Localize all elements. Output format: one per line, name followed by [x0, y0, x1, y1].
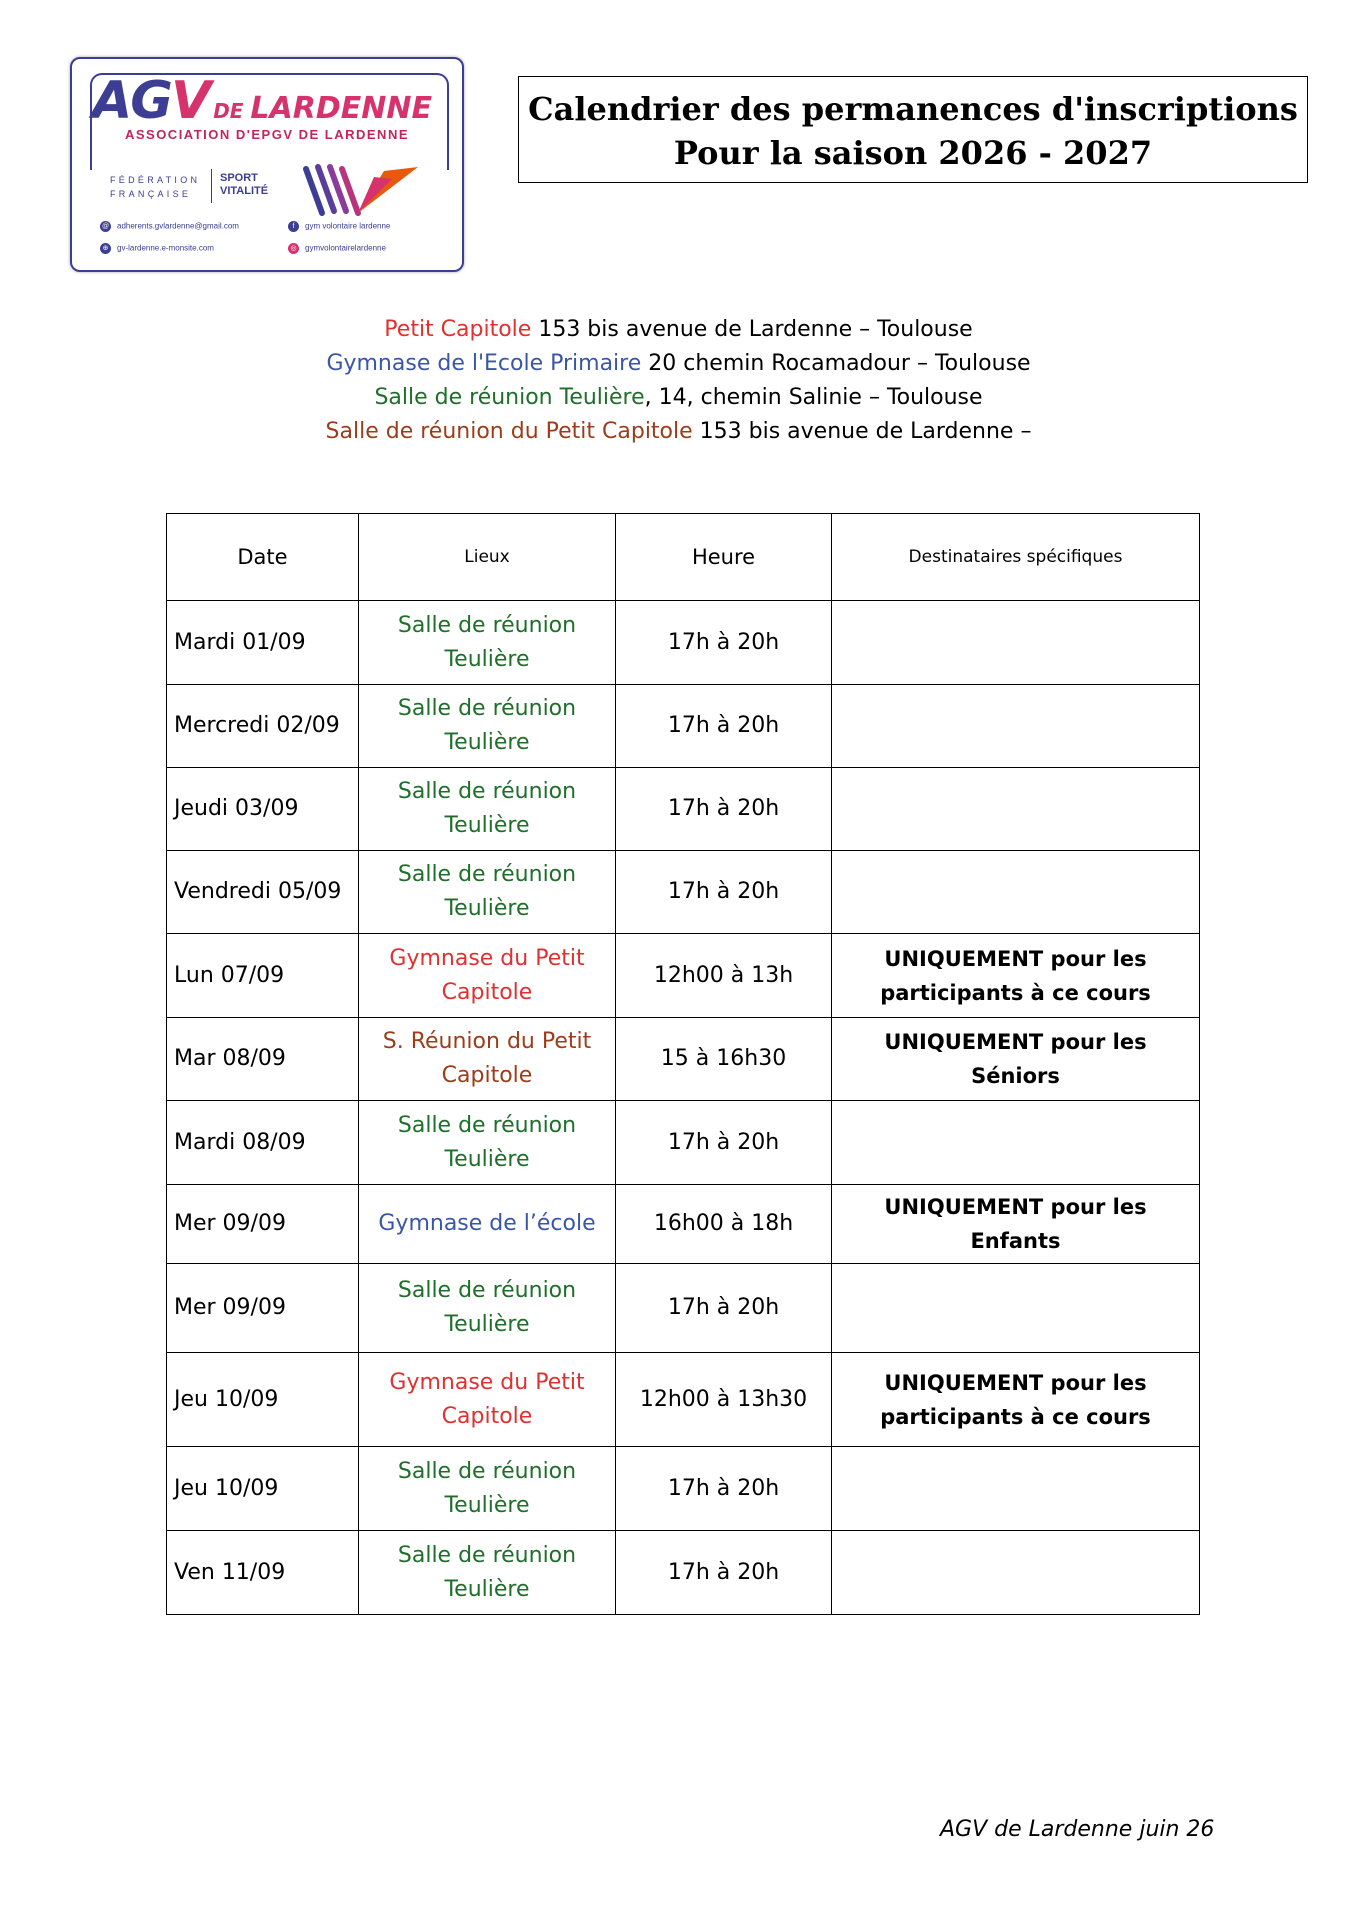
cell-heure: 12h00 à 13h: [616, 934, 832, 1018]
cell-date: Mardi 08/09: [167, 1101, 359, 1185]
facebook-icon: f: [288, 221, 299, 232]
table-row: [167, 1101, 1200, 1185]
cell-lieu-line2: Capitole: [441, 1403, 533, 1429]
table-row: [167, 601, 1200, 685]
cell-date: Lun 07/09: [167, 934, 359, 1018]
header-heure: Heure: [616, 514, 832, 601]
logo-instagram-text: gymvolontairelardenne: [305, 243, 386, 253]
cell-lieu-line2: Capitole: [441, 1063, 533, 1088]
cell-heure: 15 à 16h30: [616, 1018, 832, 1101]
cell-lieu: [359, 1447, 616, 1531]
email-icon: @: [101, 223, 110, 230]
cell-lieu: [359, 851, 616, 934]
cell-lieu-line1: Gymnase de l’école: [378, 1211, 596, 1236]
cell-heure: 17h à 20h: [616, 601, 832, 685]
cell-lieu-line1: Salle de réunion: [397, 1278, 577, 1303]
logo-sport-line2: VITALITÉ: [220, 185, 269, 197]
cell-lieu-line1: Salle de réunion: [397, 696, 577, 721]
cell-heure: 17h à 20h: [616, 1531, 832, 1615]
cell-heure: 17h à 20h: [616, 685, 832, 768]
cell-destinataires: [832, 685, 1200, 768]
table-row: [167, 1447, 1200, 1531]
cell-destinataires: [832, 851, 1200, 934]
logo-facebook-text: gym volontaire lardenne: [305, 221, 391, 231]
cell-destinataires: [832, 1264, 1200, 1353]
address-street: , 14, chemin Salinie – Toulouse: [644, 385, 983, 410]
cell-destinataires: [832, 768, 1200, 851]
page-title-box: [518, 76, 1308, 183]
logo-divider: [211, 169, 212, 203]
address-place: Salle de réunion Teulière: [374, 385, 645, 410]
cell-heure: 12h00 à 13h30: [616, 1353, 832, 1447]
logo-agv-text: AG: [92, 71, 171, 131]
logo-sport-line1: SPORT: [220, 172, 258, 184]
logo-lardenne-text: LARDENNE: [250, 91, 432, 126]
cell-date: Vendredi 05/09: [167, 851, 359, 934]
cell-date: Mercredi 02/09: [167, 685, 359, 768]
cell-lieu-line1: Salle de réunion: [397, 1458, 577, 1484]
logo-stripes-icon: [300, 161, 430, 223]
address-list: [0, 313, 1357, 449]
address-petit-capitole: [0, 313, 1357, 347]
cell-lieu-line1: Salle de réunion: [397, 779, 577, 804]
cell-lieu-line1: Gymnase du Petit: [389, 1369, 585, 1395]
address-gymnase-ecole: [0, 347, 1357, 381]
table-row: [167, 768, 1200, 851]
logo-title: [92, 71, 432, 131]
logo-subtitle: ASSOCIATION D'EPGV DE LARDENNE: [124, 127, 410, 142]
logo-facebook: [288, 221, 390, 232]
address-salle-teuliere: [0, 381, 1357, 415]
agv-lardenne-logo: [70, 57, 464, 272]
address-street: 20 chemin Rocamadour – Toulouse: [641, 351, 1031, 376]
cell-destinataires: UNIQUEMENT pour les Séniors: [832, 1018, 1200, 1101]
address-street: 153 bis avenue de Lardenne –: [692, 419, 1032, 444]
cell-destinataires: [832, 1447, 1200, 1531]
cell-lieu: [359, 1018, 616, 1101]
cell-lieu-line2: Teulière: [444, 730, 530, 755]
cell-lieu-line1: Salle de réunion: [397, 1542, 577, 1568]
header-date: Date: [167, 514, 359, 601]
cell-lieu-line1: Salle de réunion: [397, 862, 577, 887]
page-footer: AGV de Lardenne juin 26: [940, 1817, 1215, 1842]
logo-email-text: adherents.gvlardenne@gmail.com: [117, 221, 239, 231]
header-lieux: Lieux: [359, 514, 616, 601]
cell-date: Mer 09/09: [167, 1185, 359, 1264]
cell-date: Jeudi 03/09: [167, 768, 359, 851]
table-row: [167, 934, 1200, 1018]
header-destinataires: Destinataires spécifiques: [832, 514, 1200, 601]
cell-dest-line2: participants à ce cours: [880, 980, 1151, 1005]
cell-date: Mardi 01/09: [167, 601, 359, 685]
address-salle-petit-capitole: [0, 415, 1357, 449]
cell-date: Mar 08/09: [167, 1018, 359, 1101]
table-row: [167, 685, 1200, 768]
cell-lieu: [359, 1353, 616, 1447]
cell-lieu: [359, 1101, 616, 1185]
cell-lieu-line2: Teulière: [444, 896, 530, 921]
address-street: 153 bis avenue de Lardenne – Toulouse: [531, 317, 973, 342]
cell-dest-line1: UNIQUEMENT pour les: [884, 946, 1147, 971]
logo-website-text: gv-lardenne.e-monsite.com: [117, 243, 214, 253]
table-row: [167, 1018, 1200, 1101]
cell-lieu-line2: Teulière: [444, 1312, 530, 1337]
table-row: [167, 1264, 1200, 1353]
cell-lieu: [359, 1531, 616, 1615]
logo-email: [100, 221, 239, 232]
cell-lieu-line2: Teulière: [444, 1492, 530, 1518]
cell-lieu: [359, 601, 616, 685]
cell-lieu-line2: Teulière: [444, 1576, 530, 1602]
address-place: Salle de réunion du Petit Capitole: [325, 419, 693, 444]
cell-lieu-line2: Capitole: [441, 979, 533, 1005]
title-line-2: Pour la saison 2026 - 2027: [673, 134, 1153, 172]
cell-date: Jeu 10/09: [167, 1447, 359, 1531]
logo-website: [100, 243, 214, 254]
logo-sport-vitalite: [220, 172, 268, 198]
cell-dest-line1: UNIQUEMENT pour les: [884, 1370, 1147, 1395]
cell-date: Mer 09/09: [167, 1264, 359, 1353]
instagram-icon: ◎: [288, 243, 299, 254]
logo-federation-line2: FRANÇAISE: [110, 189, 192, 199]
logo-v-text: V: [170, 71, 212, 131]
cell-heure: 17h à 20h: [616, 1447, 832, 1531]
table-row: [167, 1353, 1200, 1447]
cell-lieu: [359, 1264, 616, 1353]
cell-lieu-line1: S. Réunion du Petit: [382, 1029, 592, 1054]
cell-heure: 16h00 à 18h: [616, 1185, 832, 1264]
logo-instagram: [288, 243, 386, 254]
cell-heure: 17h à 20h: [616, 768, 832, 851]
cell-destinataires: [832, 601, 1200, 685]
cell-lieu-line2: Teulière: [444, 813, 530, 838]
cell-date: Jeu 10/09: [167, 1353, 359, 1447]
cell-heure: 17h à 20h: [616, 1264, 832, 1353]
cell-destinataires: UNIQUEMENT pour les Enfants: [832, 1185, 1200, 1264]
table-row: [167, 851, 1200, 934]
address-place: Petit Capitole: [384, 317, 532, 342]
logo-de-text: DE: [213, 99, 251, 123]
cell-destinataires: [832, 1353, 1200, 1447]
cell-destinataires: [832, 934, 1200, 1018]
cell-lieu-line1: Salle de réunion: [397, 612, 577, 638]
cell-lieu: [359, 768, 616, 851]
cell-lieu-line1: Gymnase du Petit: [389, 945, 585, 971]
table-row: [167, 1531, 1200, 1615]
table-header-row: [167, 514, 1200, 601]
cell-lieu: [359, 934, 616, 1018]
cell-dest-line2: participants à ce cours: [880, 1404, 1151, 1429]
cell-lieu: [359, 685, 616, 768]
cell-date: Ven 11/09: [167, 1531, 359, 1615]
logo-federation-line1: FÉDÉRATION: [110, 175, 201, 185]
address-place: Gymnase de l'Ecole Primaire: [326, 351, 642, 376]
cell-destinataires: [832, 1101, 1200, 1185]
cell-destinataires: [832, 1531, 1200, 1615]
table-row: [167, 1185, 1200, 1264]
cell-lieu-line1: Salle de réunion: [397, 1112, 577, 1138]
cell-lieu-line2: Teulière: [444, 1146, 530, 1172]
schedule-table: [166, 513, 1200, 1615]
cell-lieu: [359, 1185, 616, 1264]
title-line-1: Calendrier des permanences d'inscriptions: [528, 90, 1298, 128]
cell-heure: 17h à 20h: [616, 851, 832, 934]
globe-icon: ⊕: [100, 243, 111, 254]
cell-lieu-line2: Teulière: [444, 646, 530, 672]
cell-heure: 17h à 20h: [616, 1101, 832, 1185]
logo-federation: [110, 173, 200, 201]
